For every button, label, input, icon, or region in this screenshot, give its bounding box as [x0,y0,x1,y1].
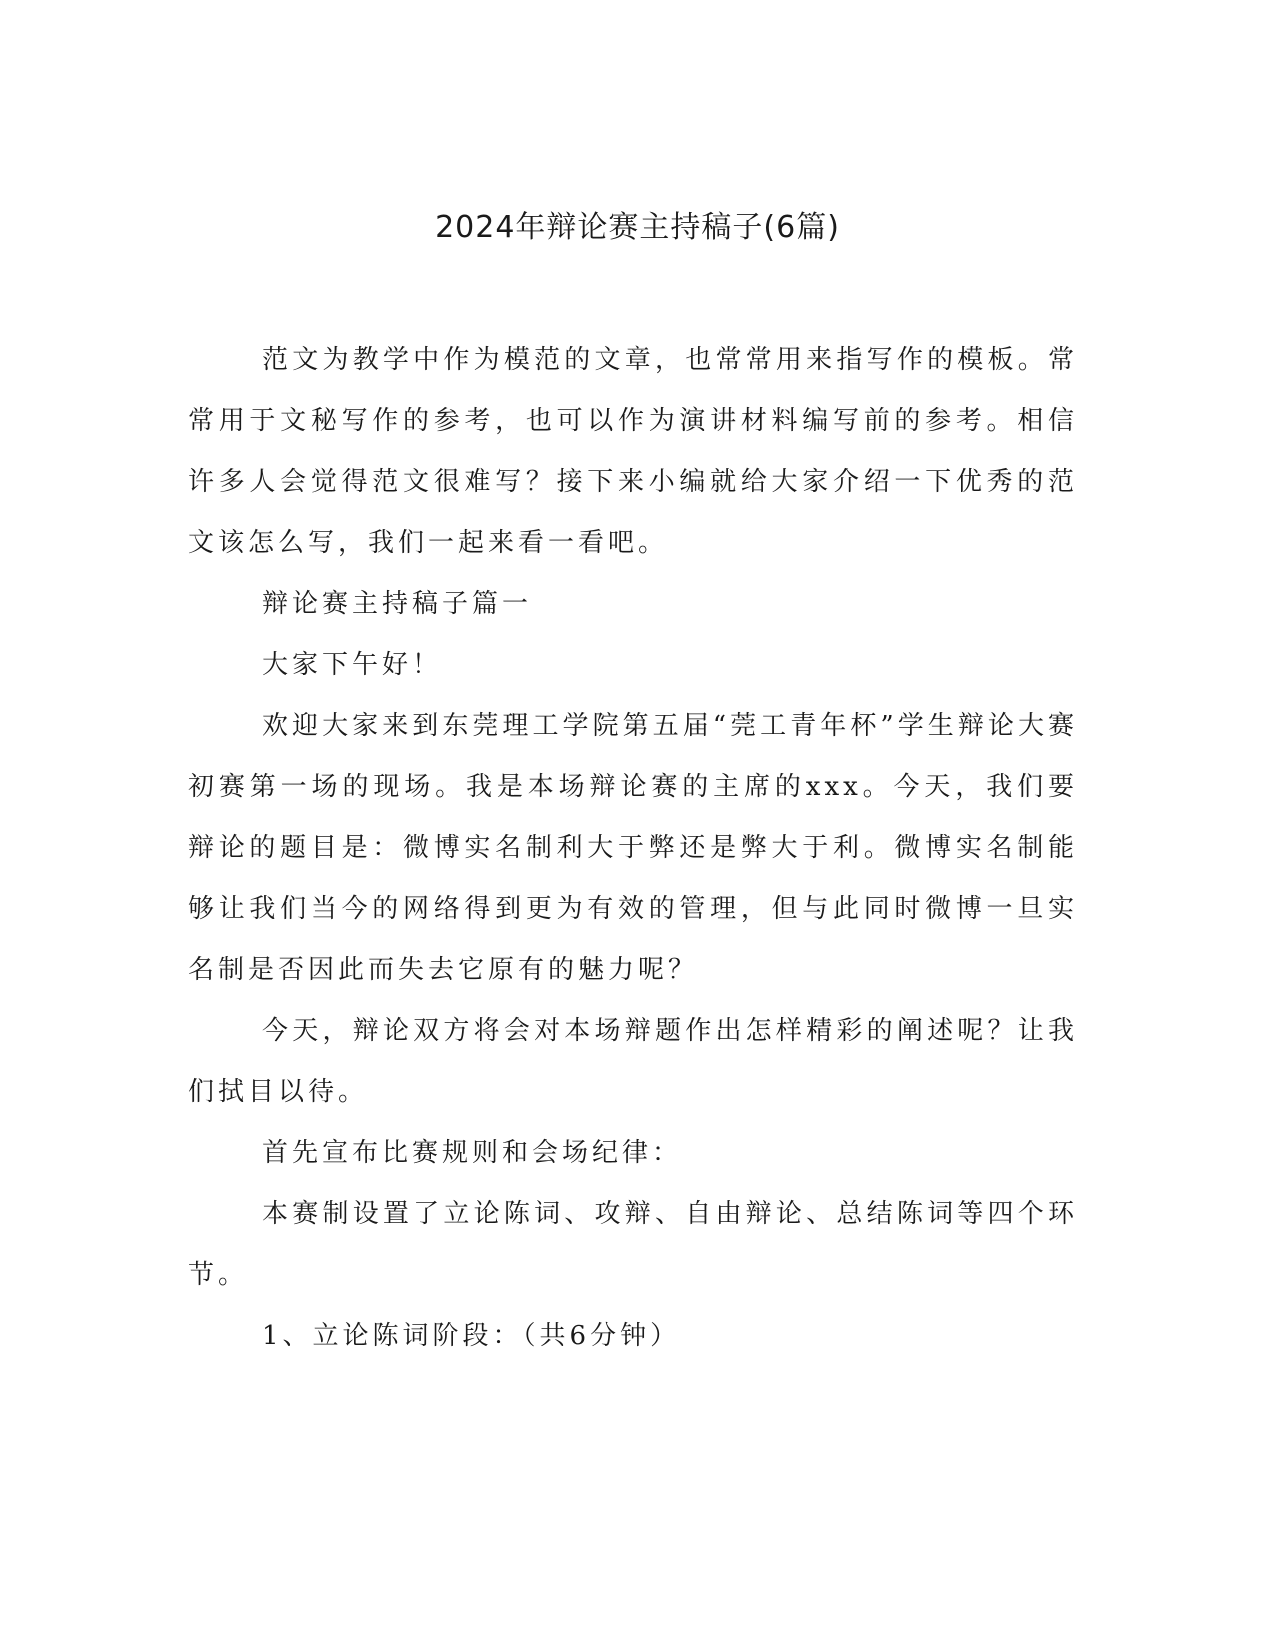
format-paragraph: 本赛制设置了立论陈词、攻辩、自由辩论、总结陈词等四个环节。 [188,1199,1078,1290]
document-title: 2024年辩论赛主持稿子(6篇) [435,210,840,245]
section-heading: 辩论赛主持稿子篇一 [262,589,533,619]
intro-paragraph: 范文为教学中作为模范的文章，也常常用来指写作的模板。常常用于文秘写作的参考，也可以作为演讲材料编写前的参考。相信许多人会觉得范文很难写？接下来小编就给大家介绍一下优秀的范文该怎么写，我们一起来看一看吧。 [188,345,1078,558]
rules-intro-paragraph: 首先宣布比赛规则和会场纪律： [262,1138,683,1168]
welcome-paragraph: 欢迎大家来到东莞理工学院第五届“莞工青年杯”学生辩论大赛初赛第一场的现场。我是本场辩论赛的主席的xxx。今天，我们要辩论的题目是：微博实名制利大于弊还是弊大于利。微博实名制能够让我们当今的网络得到更为有效的管理，但与此同时微博一旦实名制是否因此而失去它原有的魅力呢？ [188,711,1078,985]
anticipation-paragraph: 今天，辩论双方将会对本场辩题作出怎样精彩的阐述呢？让我们拭目以待。 [188,1016,1078,1107]
document-body [188,330,1078,1367]
greeting-paragraph: 大家下午好！ [262,650,443,680]
stage-one-paragraph: 1、立论陈词阶段：（共6分钟） [262,1321,681,1351]
